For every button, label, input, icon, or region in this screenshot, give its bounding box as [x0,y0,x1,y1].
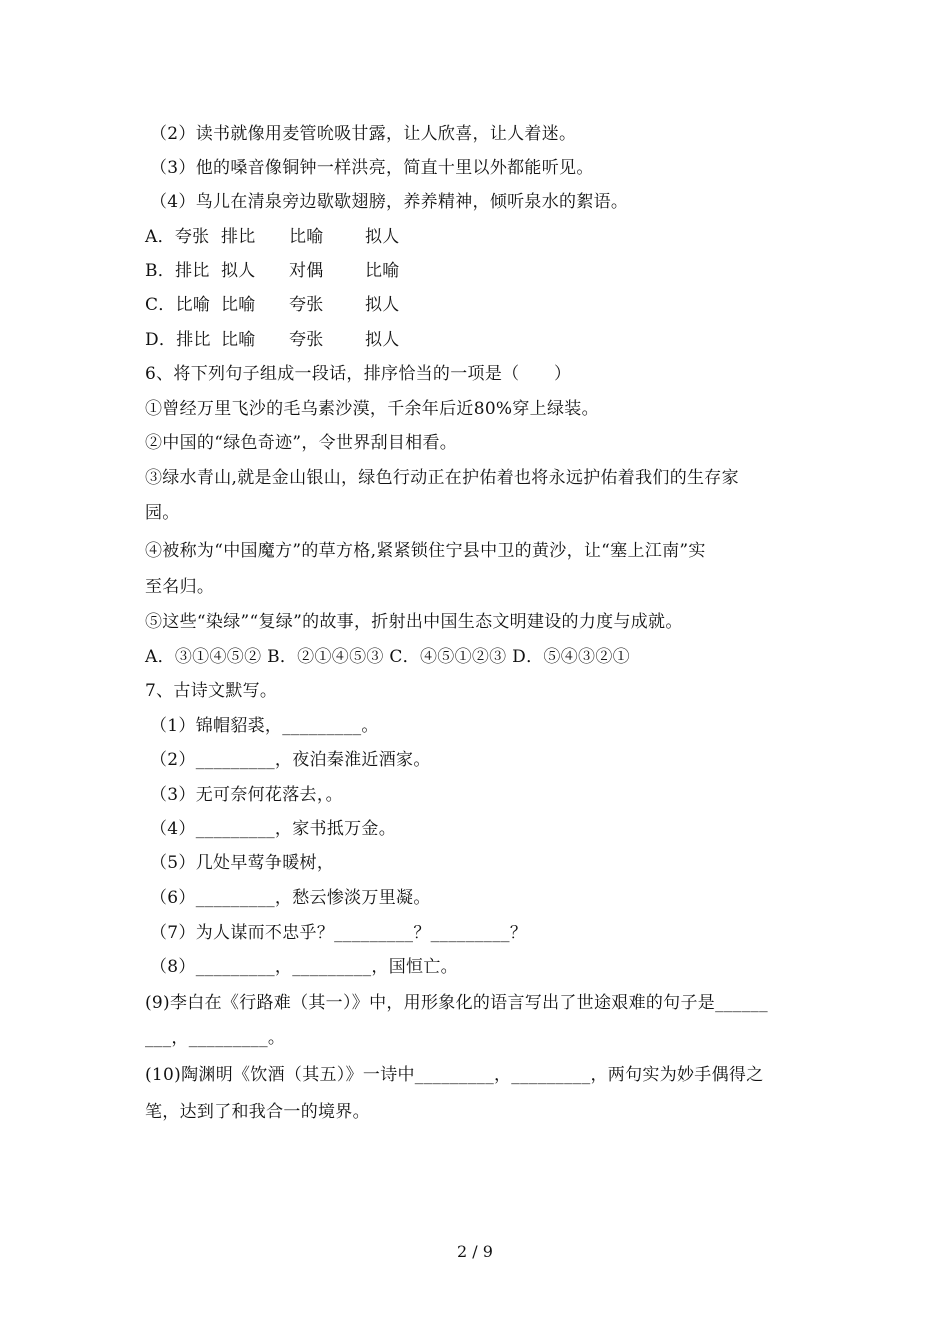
option-value: 夸张 [289,330,324,350]
q5-item-4: （4）鸟儿在清泉旁边歇歇翅膀，养养精神，倾听泉水的絮语。 [150,192,629,212]
q7-item-9-cont: ___，_________。 [145,1028,286,1048]
q7-item-8: （8）_________，_________，国恒亡。 [150,957,458,977]
q7-item-9: (9)李白在《行路难（其一）》中，用形象化的语言写出了世途艰难的句子是______ [145,993,768,1013]
q7-item-2: （2）_________，夜泊秦淮近酒家。 [150,750,431,770]
option-letter: A．夸张 [145,227,210,247]
option-value: 排比 [221,227,256,247]
option-value: 拟人 [365,227,400,247]
q7-item-10-cont: 笔，达到了和我合一的境界。 [145,1102,370,1122]
q6-sentence-3-cont: 园。 [145,503,180,523]
q5-item-3: （3）他的嗓音像铜钟一样洪亮，简直十里以外都能听见。 [150,158,594,178]
q7-item-3: （3）无可奈何花落去，。 [150,785,343,805]
q6-sentence-5: ⑤这些“染绿”“复绿”的故事，折射出中国生态文明建设的力度与成就。 [145,612,683,632]
option-letter: D．排比 [145,330,211,350]
q6-sentence-2: ②中国的“绿色奇迹”，令世界刮目相看。 [145,433,458,453]
q6-stem: 6、将下列句子组成一段话，排序恰当的一项是（ ） [145,364,572,384]
q5-item-2: （2）读书就像用麦管吮吸甘露，让人欣喜，让人着迷。 [150,124,577,144]
q7-item-5: （5）几处早莺争暖树， [150,853,335,873]
q7-item-10: (10)陶渊明《饮酒（其五）》一诗中_________，_________，两句实为妙手偶得之 [145,1065,764,1085]
q7-item-7: （7）为人谋而不忠乎？_________？_________？ [150,923,528,943]
option-value: 拟人 [365,295,400,315]
option-letter: B．排比 [145,261,210,281]
page-number: 2 / 9 [457,1242,493,1261]
option-value: 比喻 [365,261,400,281]
option-value: 对偶 [289,261,324,281]
q5-option-a [145,226,810,248]
option-value: 拟人 [365,330,400,350]
option-value: 夸张 [289,295,324,315]
q7-item-6: （6）_________，愁云惨淡万里凝。 [150,888,431,908]
q7-stem: 7、古诗文默写。 [145,681,278,701]
q5-option-b [145,260,810,282]
q6-options: A．③①④⑤② B．②①④⑤③ C．④⑤①②③ D．⑤④③②① [145,647,630,667]
option-value: 比喻 [289,227,324,247]
q6-sentence-4: ④被称为“中国魔方”的草方格,紧紧锁住宁县中卫的黄沙，让“塞上江南”实 [145,541,706,561]
q6-sentence-1: ①曾经万里飞沙的毛乌素沙漠，千余年后近80%穿上绿装。 [145,399,599,419]
option-letter: C．比喻 [145,295,211,315]
option-value: 比喻 [221,330,256,350]
q7-item-4: （4）_________，家书抵万金。 [150,819,397,839]
q7-item-1: （1）锦帽貂裘，_________。 [150,716,379,736]
q5-option-d [145,329,810,351]
q6-sentence-3: ③绿水青山,就是金山银山，绿色行动正在护佑着也将永远护佑着我们的生存家 [145,468,739,488]
option-value: 拟人 [221,261,256,281]
q5-option-c [145,294,810,316]
q6-sentence-4-cont: 至名归。 [145,577,215,597]
option-value: 比喻 [221,295,256,315]
